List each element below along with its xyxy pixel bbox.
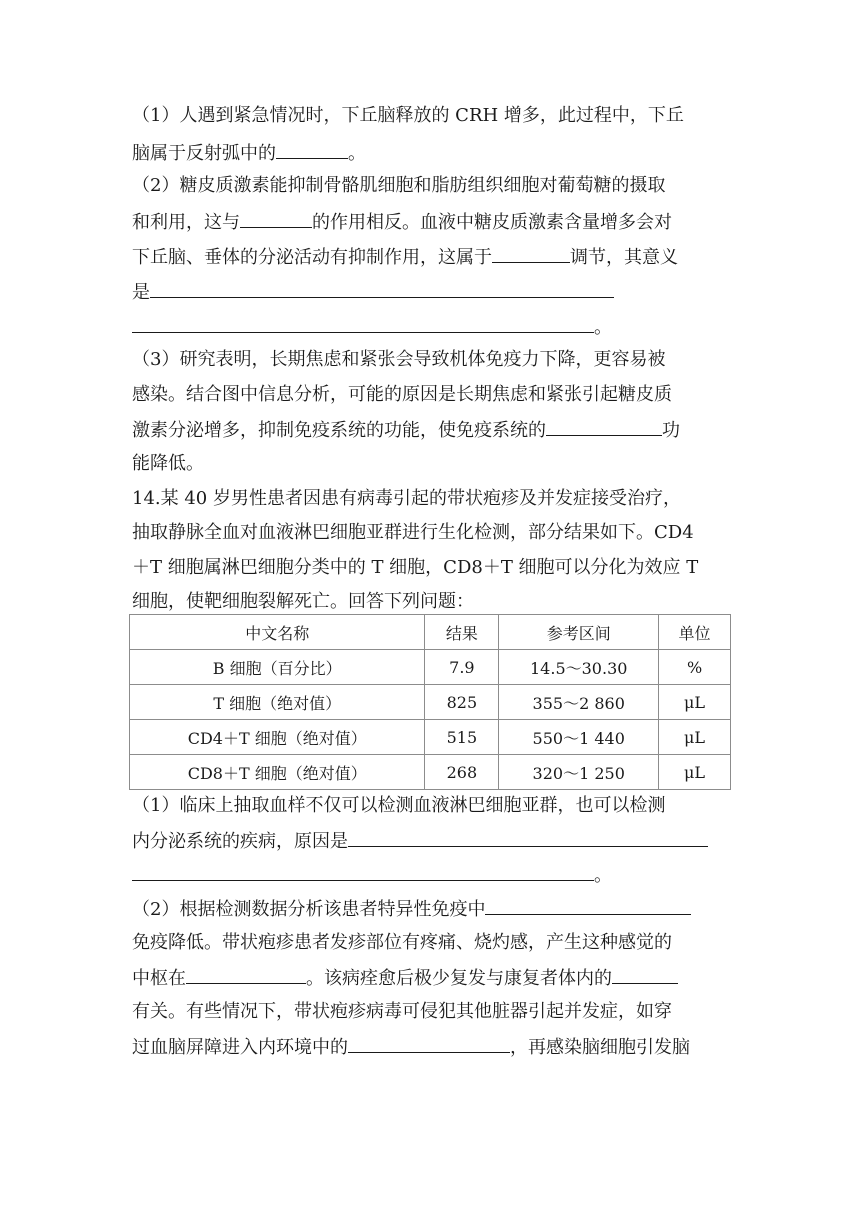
q14-1-line3	[132, 862, 732, 888]
text: 中枢在	[132, 968, 186, 989]
text: 是	[132, 282, 150, 303]
q-prev-1-line1: （1）人遇到紧急情况时，下丘脑释放的 CRH 增多，此过程中，下丘	[132, 105, 684, 126]
table-cell: 14.5～30.30	[499, 650, 659, 685]
answer-blank[interactable]	[276, 140, 348, 159]
table-cell: CD4＋T 细胞（绝对值）	[130, 720, 425, 755]
table-row	[130, 755, 731, 790]
q14-2-line2: 免疫降低。带状疱疹患者发疹部位有疼痛、烧灼感，产生这种感觉的	[132, 932, 672, 953]
q14-line3: ＋T 细胞属淋巴细胞分类中的 T 细胞，CD8＋T 细胞可以分化为效应 T	[132, 557, 699, 578]
header-cell: 结果	[425, 615, 499, 650]
text: 调节，其意义	[570, 247, 678, 268]
text: 内分泌系统的疾病，原因是	[132, 831, 348, 852]
text: ，再感染脑细胞引发脑	[510, 1037, 690, 1058]
table-row	[130, 650, 731, 685]
table-cell: B 细胞（百分比）	[130, 650, 425, 685]
table-row	[130, 720, 731, 755]
table-cell: 550～1 440	[499, 720, 659, 755]
table-cell: 268	[425, 755, 499, 790]
answer-blank[interactable]	[485, 896, 691, 915]
table-row	[130, 685, 731, 720]
text: 。	[594, 865, 612, 886]
q14-1-line1: （1）临床上抽取血样不仅可以检测血液淋巴细胞亚群，也可以检测	[132, 795, 666, 816]
answer-blank[interactable]	[546, 417, 662, 436]
answer-blank[interactable]	[348, 1034, 510, 1053]
q-prev-2-line1: （2）糖皮质激素能抑制骨骼肌细胞和脂肪组织细胞对葡萄糖的摄取	[132, 175, 666, 196]
table-cell: 825	[425, 685, 499, 720]
header-cell: 单位	[659, 615, 731, 650]
text: 激素分泌增多，抑制免疫系统的功能，使免疫系统的	[132, 420, 546, 441]
q-prev-3-line2: 感染。结合图中信息分析，可能的原因是长期焦虑和紧张引起糖皮质	[132, 384, 672, 405]
answer-blank[interactable]	[150, 279, 614, 298]
table-cell: μL	[659, 755, 731, 790]
table-cell: μL	[659, 720, 731, 755]
table-cell: 7.9	[425, 650, 499, 685]
table-cell: %	[659, 650, 731, 685]
q-prev-2-line2	[132, 209, 732, 235]
q14-2-line4: 有关。有些情况下，带状疱疹病毒可侵犯其他脏器引起并发症，如穿	[132, 1001, 672, 1022]
q-prev-1-line2	[132, 140, 732, 166]
q14-line4: 细胞，使靶细胞裂解死亡。回答下列问题：	[132, 591, 474, 612]
answer-blank[interactable]	[240, 209, 312, 228]
text: 过血脑屏障进入内环境中的	[132, 1037, 348, 1058]
header-cell: 中文名称	[130, 615, 425, 650]
table-cell: 355～2 860	[499, 685, 659, 720]
q14-1-line2	[132, 828, 732, 854]
text: 功	[662, 420, 680, 441]
text: 。	[348, 143, 366, 164]
text: 脑属于反射弧中的	[132, 143, 276, 164]
q-prev-3-line3	[132, 417, 732, 443]
table-cell: μL	[659, 685, 731, 720]
q-prev-2-line3	[132, 244, 732, 270]
answer-blank[interactable]	[612, 965, 678, 984]
text: 。该病痊愈后极少复发与康复者体内的	[306, 968, 612, 989]
q-prev-3-line1: （3）研究表明，长期焦虑和紧张会导致机体免疫力下降，更容易被	[132, 349, 666, 370]
text: 。	[594, 317, 612, 338]
q14-2-line3	[132, 965, 732, 991]
answer-blank[interactable]	[348, 828, 708, 847]
text: （2）根据检测数据分析该患者特异性免疫中	[132, 899, 486, 920]
table-cell: T 细胞（绝对值）	[130, 685, 425, 720]
table-header-row	[130, 615, 731, 650]
answer-blank[interactable]	[132, 862, 594, 881]
text: 和利用，这与	[132, 212, 240, 233]
q-prev-3-line4: 能降低。	[132, 453, 204, 474]
table-cell: 320～1 250	[499, 755, 659, 790]
header-cell: 参考区间	[499, 615, 659, 650]
answer-blank[interactable]	[492, 244, 570, 263]
q14-2-line1	[132, 896, 732, 922]
q14-line1: 14.某 40 岁男性患者因患有病毒引起的带状疱疹及并发症接受治疗，	[132, 488, 681, 509]
answer-blank[interactable]	[132, 314, 594, 333]
table-cell: CD8＋T 细胞（绝对值）	[130, 755, 425, 790]
q14-2-line5	[132, 1034, 732, 1060]
table-cell: 515	[425, 720, 499, 755]
answer-blank[interactable]	[186, 965, 306, 984]
q-prev-2-line4	[132, 279, 732, 305]
q-prev-2-line5	[132, 314, 732, 340]
text: 的作用相反。血液中糖皮质激素含量增多会对	[312, 212, 672, 233]
q14-line2: 抽取静脉全血对血液淋巴细胞亚群进行生化检测，部分结果如下。CD4	[132, 522, 694, 543]
lymphocyte-results-table	[129, 614, 731, 790]
text: 下丘脑、垂体的分泌活动有抑制作用，这属于	[132, 247, 492, 268]
